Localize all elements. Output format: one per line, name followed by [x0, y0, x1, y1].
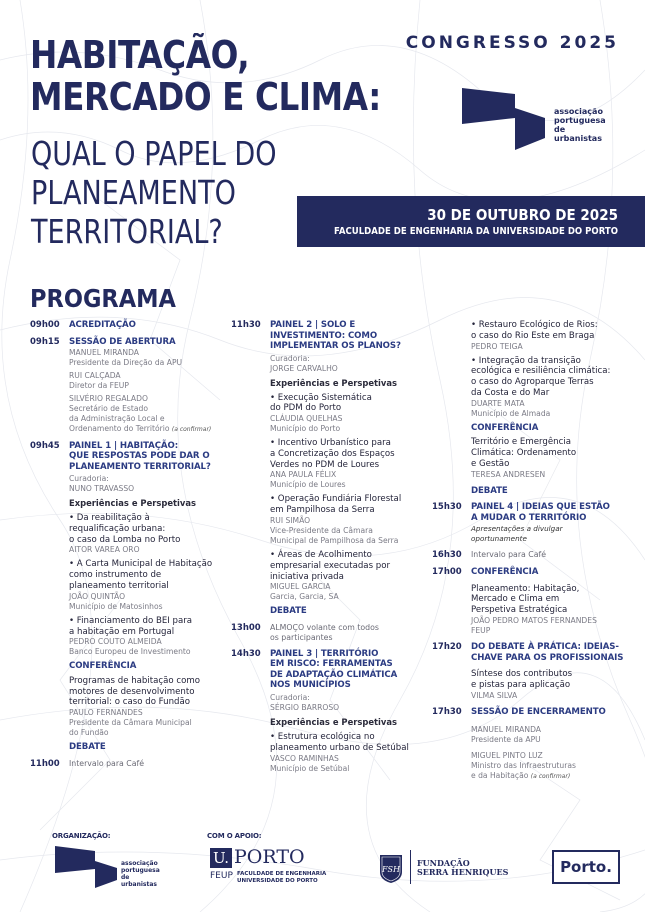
title-main: [30, 34, 381, 118]
speaker-affiliation: Diretor da FEUP: [69, 380, 129, 390]
organization-label: ORGANIZAÇÃO:: [52, 832, 111, 840]
apu-text-line-2: portuguesa: [121, 867, 160, 874]
speaker-affiliation: Secretário de Estado: [69, 403, 148, 413]
debate-heading: DEBATE: [270, 606, 307, 617]
speaker-affiliation: Banco Europeu de Investimento: [69, 647, 191, 657]
talk-line: Climática: Ordenamento: [471, 448, 577, 459]
slot-time: 17h20: [432, 642, 462, 653]
program-slot: [432, 707, 632, 783]
slot-time: 09h00: [30, 320, 60, 330]
feup-line-2: UNIVERSIDADE DO PORTO: [237, 877, 318, 884]
conference-title: [471, 437, 632, 469]
talk-line: empresarial executadas por: [270, 560, 391, 571]
speaker-name: AITOR VAREA ORO: [69, 545, 140, 555]
program-slot: [432, 502, 632, 544]
speaker-name: MANUEL MIRANDA: [471, 725, 541, 735]
talk-line: • Integração da transição: [471, 355, 581, 366]
to-confirm-note: (a confirmar): [530, 773, 571, 781]
talk-line: como instrumento de: [69, 570, 162, 581]
talk-title: [270, 550, 426, 582]
curator-label: Curadoria:: [270, 353, 310, 363]
talk-line: iniciativa privada: [270, 571, 344, 582]
fsh-divider: [410, 850, 411, 884]
speaker-affiliation: Ministro das Infraestruturas: [471, 761, 576, 771]
slot-heading: PAINEL 4 | IDEIAS QUE ESTÃO: [471, 502, 610, 513]
talk-line: • Execução Sistemática: [270, 392, 372, 403]
apu-logo: [462, 88, 612, 158]
talk-title: [270, 393, 426, 415]
speaker-affiliation: [69, 424, 225, 435]
fsh-line-1: FUNDAÇÃO: [417, 858, 470, 868]
conference-heading: CONFERÊNCIA: [69, 661, 137, 672]
to-confirm-note: (a confirmar): [171, 425, 212, 433]
speaker-affiliation: Presidente da Câmara Municipal: [69, 718, 192, 728]
talk-title: [69, 513, 225, 545]
program-title: PROGRAMA: [30, 284, 176, 313]
event-date: 30 DE OUTUBRO DE 2025: [427, 206, 618, 224]
talk-title: [69, 616, 225, 638]
apu-logo-text: [554, 107, 612, 143]
uporto-feup-logo: [210, 848, 330, 892]
subsection-title: Experiências e Perspetivas: [270, 377, 398, 388]
slot-heading: DO DEBATE À PRÁTICA: IDEIAS-: [471, 642, 619, 653]
apu-text-line-1: associação: [554, 107, 603, 116]
title-line-4: PLANEAMENTO: [31, 173, 236, 212]
talk-line: Programas de habitação como: [69, 675, 200, 686]
conference-title: [69, 676, 225, 708]
talk-line: Território e Emergência: [471, 437, 571, 448]
program-column-2: [231, 320, 426, 774]
speaker-affiliation: Presidente da APU: [471, 735, 541, 745]
slot-heading: EM RISCO: FERRAMENTAS: [270, 659, 393, 670]
program-slot: [30, 337, 225, 435]
speaker-affiliation: Municipal de Pampilhosa da Serra: [270, 536, 399, 546]
speaker-name: MIGUEL PINTO LUZ: [471, 751, 543, 761]
slot-time: 17h30: [432, 706, 462, 717]
slot-heading: SESSÃO DE ABERTURA: [69, 337, 176, 347]
talk-line: Planeamento: Habitação,: [471, 583, 580, 594]
speaker-name: PAULO FERNANDES: [69, 708, 143, 718]
speaker-name: VASCO RAMINHAS: [270, 753, 339, 763]
conference-heading: CONFERÊNCIA: [471, 422, 539, 433]
slot-heading: ACREDITAÇÃO: [69, 320, 136, 330]
talk-line: • A Carta Municipal de Habitação: [69, 559, 213, 570]
talk-line: • Áreas de Acolhimento: [270, 550, 372, 561]
slot-heading: SESSÃO DE ENCERRAMENTO: [471, 706, 606, 717]
title-line-3: QUAL O PAPEL DO: [31, 134, 277, 173]
event-venue: FACULDADE DE ENGENHARIA DA UNIVERSIDADE DO PORTO: [334, 226, 618, 237]
subsection-title: Experiências e Perspetivas: [69, 498, 197, 508]
talk-line: e pistas para aplicação: [471, 679, 571, 690]
conference-title: [471, 584, 632, 616]
lunch-text: os participantes: [270, 632, 333, 642]
speaker-name: RUI SIMÃO: [270, 516, 311, 526]
slot-heading: PLANEAMENTO TERRITORIAL?: [69, 461, 211, 472]
panel-note: oportunamente: [471, 534, 527, 544]
talk-line: Síntese dos contributos: [471, 669, 573, 680]
speaker-affiliation: Garcia, Garcia, SA: [270, 592, 339, 602]
program-column-1: [30, 320, 225, 770]
break-text: Intervalo para Café: [69, 758, 145, 768]
program-slot: [30, 759, 225, 770]
apu-text-line-3: de urbanistas: [554, 125, 602, 143]
speaker-name: RUI CALÇADA: [69, 370, 121, 380]
title-question: [31, 134, 277, 251]
apu-text-line-2: portuguesa: [554, 116, 606, 125]
slot-heading: PAINEL 1 | HABITAÇÃO:: [69, 440, 179, 451]
program-slot: [30, 441, 225, 753]
slot-heading: IMPLEMENTAR OS PLANOS?: [270, 341, 401, 351]
date-banner: [297, 196, 645, 247]
fundacao-serra-henriques-logo: [378, 850, 508, 886]
speaker-affiliation: Município de Loures: [270, 480, 346, 490]
talk-line: • Estrutura ecológica no: [270, 731, 375, 742]
slot-heading: NOS MUNICÍPIOS: [270, 680, 351, 691]
apu-text-line-1: associação: [121, 860, 158, 867]
talk-title: [471, 320, 632, 342]
program-slot: [432, 567, 632, 636]
speaker-name: VILMA SILVA: [471, 690, 518, 700]
apu-text-line-3: de urbanistas: [121, 874, 157, 888]
uporto-word: PORTO: [234, 846, 305, 868]
lunch-text: ALMOÇO volante com todos: [270, 622, 379, 632]
support-label: COM O APOIO:: [207, 832, 262, 840]
talk-title: [270, 732, 426, 754]
debate-heading: DEBATE: [471, 485, 508, 496]
speaker-affiliation: Município do Porto: [270, 424, 341, 434]
title-line-2: MERCADO E CLIMA:: [30, 75, 381, 119]
speaker-name: CLÁUDIA QUELHAS: [270, 414, 343, 424]
curator-label: Curadoria:: [270, 692, 310, 702]
talk-line: o caso do Rio Este em Braga: [471, 330, 595, 341]
slot-time: 11h30: [231, 320, 261, 330]
program-slot: [231, 623, 426, 643]
feup-line-1: FACULDADE DE ENGENHARIA: [237, 871, 327, 877]
program-column-3: [432, 320, 632, 782]
slot-time: 16h30: [432, 550, 462, 561]
speaker-affiliation: Município de Almada: [471, 408, 551, 418]
talk-line: planeamento urbano de Setúbal: [270, 742, 409, 753]
program-slot: [30, 320, 225, 331]
fsh-name: [417, 859, 508, 877]
speaker-name: TERESA ANDRESEN: [471, 469, 546, 479]
talk-title: [471, 356, 632, 399]
slot-heading: CHAVE PARA OS PROFISSIONAIS: [471, 652, 624, 663]
slot-heading: DE ADAPTAÇÃO CLIMÁTICA: [270, 669, 398, 680]
slot-time: 11h00: [30, 758, 60, 769]
speaker-affiliation: Município de Setúbal: [270, 763, 350, 773]
slot-heading: INVESTIMENTO: COMO: [270, 330, 378, 341]
uporto-badge: U.: [210, 848, 232, 868]
speaker-name: JOÃO PEDRO MATOS FERNANDES: [471, 616, 597, 626]
fsh-shield-icon: [378, 852, 404, 884]
apu-logo-text: [121, 860, 165, 888]
speaker-affiliation-line: Ordenamento do Território: [69, 423, 170, 433]
slot-time: 14h30: [231, 648, 261, 659]
talk-line: territorial: o caso do Fundão: [69, 697, 191, 708]
speaker-affiliation: FEUP: [471, 626, 491, 636]
program-slot-continued: [432, 320, 632, 496]
talk-line: • Da reabilitação à: [69, 513, 150, 523]
break-text: Intervalo para Café: [471, 550, 547, 560]
feup-full-name: [237, 871, 326, 884]
slot-time: 15h30: [432, 502, 462, 513]
talk-title: [69, 559, 225, 591]
talk-line: o caso do Agroparque Terras: [471, 377, 594, 388]
program-slot: [432, 550, 632, 561]
slot-time: 09h15: [30, 337, 60, 347]
fsh-monogram: FSH: [381, 865, 401, 874]
program-slot: [231, 649, 426, 774]
talk-line: a habitação em Portugal: [69, 626, 175, 637]
slot-heading: PAINEL 2 | SOLO E: [270, 320, 356, 330]
fsh-line-2: SERRA HENRIQUES: [417, 867, 509, 877]
speaker-name: SILVÉRIO REGALADO: [69, 393, 148, 403]
talk-line: a Concretização dos Espaços: [270, 448, 395, 459]
curator-label: Curadoria:: [69, 474, 109, 483]
talk-title: [471, 669, 632, 691]
speaker-name: DUARTE MATA: [471, 398, 525, 408]
slot-heading: PAINEL 3 | TERRITÓRIO: [270, 648, 379, 659]
program-slot: [432, 642, 632, 701]
talk-line: Perspetiva Estratégica: [471, 605, 568, 616]
talk-title: [270, 438, 426, 470]
conference-heading: CONFERÊNCIA: [471, 567, 539, 578]
speaker-affiliation: do Fundão: [69, 728, 109, 738]
speaker-name: MIGUEL GARCIA: [270, 582, 331, 592]
talk-line: da Costa e do Mar: [471, 387, 550, 398]
talk-line: em Pampilhosa da Serra: [270, 505, 375, 516]
talk-line: • Incentivo Urbanístico para: [270, 438, 391, 449]
debate-heading: DEBATE: [69, 742, 106, 753]
slot-time: 09h45: [30, 440, 60, 451]
talk-line: planeamento territorial: [69, 580, 169, 591]
subsection-title: Experiências e Perspetivas: [270, 716, 398, 727]
talk-line: • Operação Fundiária Florestal: [270, 494, 402, 505]
speaker-name: PEDRO COUTO ALMEIDA: [69, 637, 162, 647]
talk-title: [270, 494, 426, 516]
talk-line: e Gestão: [471, 458, 510, 469]
feup-label: FEUP: [210, 871, 233, 881]
speaker-affiliation: da Administração Local e: [69, 413, 165, 423]
slot-time: 13h00: [231, 622, 261, 633]
slot-time: 17h00: [432, 567, 462, 578]
speaker-affiliation-line: e da Habitação: [471, 771, 529, 781]
speaker-name: JOÃO QUINTÃO: [69, 591, 126, 601]
curator-name: SÉRGIO BARROSO: [270, 702, 340, 712]
talk-line: o caso da Lomba no Porto: [69, 534, 181, 545]
talk-line: requalificação urbana:: [69, 523, 166, 534]
curator-name: NUNO TRAVASSO: [69, 484, 135, 493]
speaker-affiliation: Presidente da Direção da APU: [69, 357, 183, 367]
curator-name: JORGE CARVALHO: [270, 363, 338, 373]
speaker-name: MANUEL MIRANDA: [69, 347, 139, 357]
talk-line: Mercado e Clima em: [471, 594, 560, 605]
congress-label: CONGRESSO 2025: [405, 33, 619, 53]
speaker-name: ANA PAULA FÉLIX: [270, 470, 337, 480]
title-line-1: HABITAÇÃO,: [30, 33, 250, 77]
speaker-affiliation: Município de Matosinhos: [69, 601, 163, 611]
apu-logo-footer: [55, 846, 165, 888]
speaker-affiliation: Vice-Presidente da Câmara: [270, 526, 373, 536]
speaker-affiliation: [471, 771, 632, 782]
slot-heading: QUE RESPOSTAS PODE DAR O: [69, 451, 210, 461]
talk-line: ecológica e resiliência climática:: [471, 366, 611, 377]
talk-line: motores de desenvolvimento: [69, 686, 195, 697]
speaker-name: PEDRO TEIGA: [471, 341, 523, 351]
slot-heading: A MUDAR O TERRITÓRIO: [471, 512, 587, 523]
talk-line: Verdes no PDM de Loures: [270, 459, 380, 470]
talk-line: • Restauro Ecológico de Rios:: [471, 320, 598, 330]
panel-note: Apresentações a divulgar: [471, 524, 563, 534]
porto-city-logo: Porto.: [552, 850, 620, 884]
program-slot: [231, 320, 426, 617]
talk-line: do PDM do Porto: [270, 403, 342, 414]
title-line-5: TERRITORIAL?: [31, 212, 223, 251]
talk-line: • Financiamento do BEI para: [69, 615, 193, 626]
